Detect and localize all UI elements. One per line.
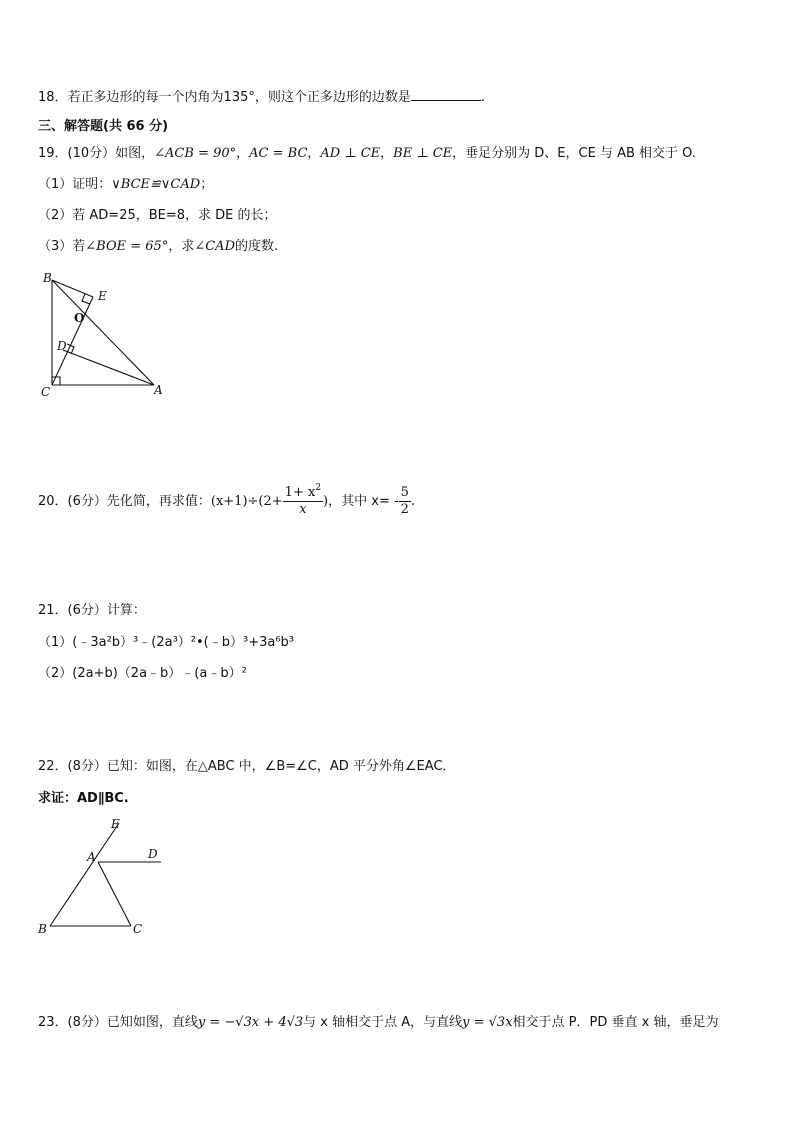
label-b: B: [43, 271, 52, 285]
q19-p3-prefix: （3）若: [38, 239, 86, 254]
q19-p1-suffix: ；: [200, 177, 214, 192]
q18-end: .: [480, 90, 485, 105]
q19-cond3: AD ⊥ CE: [320, 146, 381, 161]
label-d: D: [148, 847, 158, 861]
label-a: A: [154, 383, 163, 397]
q21-part2: （2）(2a+b)（2a﹣b）﹣(a﹣b）²: [38, 666, 247, 681]
label-c: C: [133, 922, 143, 936]
q21-part1: （1）(﹣3a²b）³﹣(2a³）²•(﹣b）³+3a⁶b³: [38, 635, 294, 650]
label-e: E: [98, 289, 107, 303]
q22-title: 22．(8分）已知：如图，在△ABC 中，∠B=∠C，AD 平分外角∠EAC．: [38, 759, 456, 774]
q19-part3: [38, 238, 278, 256]
q20-frac-num-text: 1+ x: [284, 485, 316, 500]
q20-frac-den: x: [299, 502, 307, 517]
question-23: [38, 1014, 718, 1032]
section-title: 三、解答题(共 66 分): [38, 119, 169, 134]
label-e: E: [111, 817, 120, 831]
q23-line2: y = √3x: [462, 1015, 513, 1030]
q19-figure: [30, 268, 180, 403]
q23-suffix: 相交于点 P．PD 垂直 x 轴，垂足为: [512, 1015, 719, 1030]
q19-cond2: AC = BC: [249, 146, 308, 161]
q19-p1-math: ∨BCE≌∨CAD: [111, 177, 201, 192]
q19-cond1: ∠ACB = 90°: [154, 146, 237, 161]
q20-expr-end: ): [323, 494, 329, 509]
q19-p1-prefix: （1）证明：: [38, 177, 112, 192]
q20-fraction: [283, 485, 323, 518]
q19-sep1: ，: [236, 146, 250, 161]
question-19: [38, 145, 696, 163]
q20-frac-num: [283, 485, 323, 502]
question-20: [38, 484, 415, 520]
segment-ac: [98, 862, 131, 926]
q20-mid: ，其中 x= -: [328, 494, 399, 509]
q19-p3-math1: ∠BOE = 65°: [85, 239, 169, 254]
q23-mid: 与 x 轴相交于点 A，与直线: [303, 1015, 463, 1030]
q23-prefix: 23．(8分）已知如图，直线: [38, 1015, 198, 1030]
q22-prove: 求证：AD∥BC.: [38, 791, 129, 806]
q20-frac-num-sup: 2: [315, 483, 322, 493]
q19-sep3: ，: [380, 146, 394, 161]
q19-sep2: ，: [307, 146, 321, 161]
q23-line1: y = −√3x + 4√3: [197, 1015, 304, 1030]
label-a: A: [87, 850, 96, 864]
answer-blank: [411, 88, 481, 101]
q20-val-den: 2: [400, 502, 409, 517]
q19-prefix: 19．(10分）如图，: [38, 146, 155, 161]
segment-be: [52, 280, 93, 297]
q19-cond4: BE ⊥ CE: [393, 146, 453, 161]
q19-part2: （2）若 AD=25，BE=8，求 DE 的长；: [38, 208, 277, 223]
q19-suffix: ，垂足分别为 D、E，CE 与 AB 相交于 O.: [452, 146, 696, 161]
q21-title: 21．(6分）计算：: [38, 603, 146, 618]
q19-p3-math2: ∠CAD: [194, 239, 235, 254]
q20-end: .: [410, 494, 416, 509]
q20-value-fraction: [399, 485, 411, 518]
q18-text: 18．若正多边形的每一个内角为135°，则这个正多边形的边数是: [38, 90, 411, 105]
label-o: O: [74, 311, 85, 325]
label-c: C: [41, 385, 51, 399]
q19-part1: [38, 176, 213, 194]
q19-p3-mid: ，求: [168, 239, 195, 254]
label-b: B: [38, 922, 47, 936]
label-d: D: [57, 339, 67, 353]
right-angle-c: [52, 377, 60, 385]
q20-val-num: 5: [400, 485, 409, 500]
question-18: [38, 88, 485, 107]
segment-be: [50, 823, 119, 926]
q20-expr-start: (x+1)÷(2+: [210, 494, 283, 509]
segment-ad: [63, 350, 154, 385]
q22-figure: [30, 815, 180, 940]
q19-p3-suffix: 的度数.: [235, 239, 279, 254]
q20-prefix: 20．(6分）先化简，再求值：: [38, 494, 211, 509]
